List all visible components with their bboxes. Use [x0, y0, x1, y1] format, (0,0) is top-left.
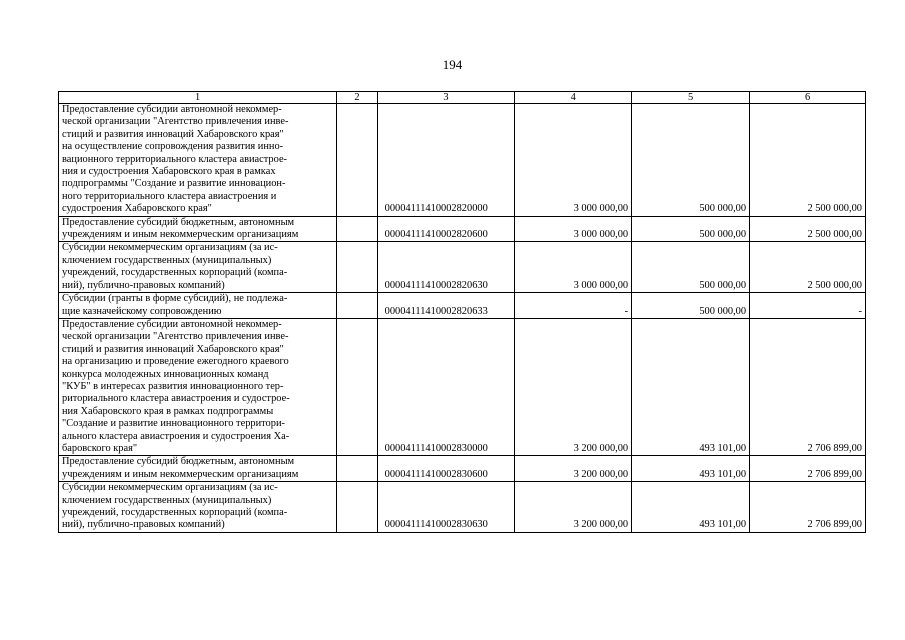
row-name-line: баровского края" — [62, 442, 138, 454]
row-name-line: ния и судостроения Хабаровского края в рамках — [62, 166, 276, 178]
row-name-cell — [59, 318, 337, 455]
row-col4-cell: - — [515, 293, 632, 319]
row-col2-cell — [337, 242, 377, 293]
row-code-cell: 00004111410002830000 — [377, 318, 515, 455]
row-col4-cell: 3 000 000,00 — [515, 216, 632, 242]
header-cell-6: 6 — [750, 92, 866, 104]
row-col5-cell: 500 000,00 — [632, 242, 750, 293]
row-name-line: Предоставление субсидий бюджетным, автономным — [62, 456, 295, 468]
row-name-line: ключением государственных (муниципальных) — [62, 254, 272, 266]
row-name-line: вационного территориального кластера авиастрое- — [62, 153, 288, 165]
row-name-line: учреждениям и иным некоммерческим организациям — [62, 229, 299, 241]
row-code-cell: 00004111410002820600 — [377, 216, 515, 242]
row-col4-cell: 3 200 000,00 — [515, 456, 632, 482]
row-name-line: ключением государственных (муниципальных) — [62, 494, 272, 506]
row-name-line: "Создание и развитие инновационного территори- — [62, 418, 285, 430]
table-row — [59, 216, 866, 242]
row-name-line: ного территориального кластера авиастроения и — [62, 190, 277, 202]
header-cell-1: 1 — [59, 92, 337, 104]
row-col2-cell — [337, 482, 377, 533]
table-row — [59, 104, 866, 217]
page-number: 194 — [442, 57, 463, 72]
row-col4-cell: 3 200 000,00 — [515, 318, 632, 455]
row-name-line: ний), публично-правовых компаний) — [62, 519, 225, 531]
row-col5-cell: 493 101,00 — [632, 456, 750, 482]
row-col4-cell: 3 000 000,00 — [515, 242, 632, 293]
row-col6-cell: 2 500 000,00 — [750, 216, 866, 242]
row-name-line: на организацию и проведение ежегодного краевого — [62, 356, 289, 368]
row-col2-cell — [337, 293, 377, 319]
row-col5-cell: 500 000,00 — [632, 104, 750, 217]
row-name-line: ния Хабаровского края в рамках подпрограммы — [62, 405, 274, 417]
row-name-cell — [59, 242, 337, 293]
row-name-line: "КУБ" в интересах развития инновационного тер- — [62, 380, 284, 392]
budget-table — [58, 91, 866, 533]
row-col6-cell: 2 500 000,00 — [750, 104, 866, 217]
row-name-cell — [59, 216, 337, 242]
row-col2-cell — [337, 216, 377, 242]
row-col5-cell: 493 101,00 — [632, 318, 750, 455]
row-name-line: учреждений, государственных корпораций (компа- — [62, 507, 288, 518]
table-row — [59, 482, 866, 533]
header-row — [59, 92, 866, 104]
row-name-line: стиций и развития инноваций Хабаровского края" — [62, 128, 284, 140]
table-row — [59, 293, 866, 319]
table-row — [59, 242, 866, 293]
row-code-cell: 00004111410002830630 — [377, 482, 515, 533]
row-code-cell: 00004111410002820633 — [377, 293, 515, 319]
table-row — [59, 318, 866, 455]
row-name-line: риториального кластера авиастроения и судострое- — [62, 393, 290, 405]
row-name-line: ческой организации "Агентство привлечения инве- — [62, 331, 289, 343]
row-name-line: учреждениям и иным некоммерческим организациям — [62, 468, 299, 480]
row-col5-cell: 500 000,00 — [632, 216, 750, 242]
row-name-line: конкурса молодежных инновационных команд — [62, 368, 269, 380]
row-name-line: Предоставление субсидии автономной некоммер- — [62, 104, 282, 115]
row-col2-cell — [337, 318, 377, 455]
row-col5-cell: 493 101,00 — [632, 482, 750, 533]
row-name-line: ческой организации "Агентство привлечения инве- — [62, 116, 289, 128]
header-cell-2: 2 — [337, 92, 377, 104]
row-name-line: стиций и развития инноваций Хабаровского края" — [62, 343, 284, 355]
table-row — [59, 456, 866, 482]
row-col6-cell: 2 706 899,00 — [750, 482, 866, 533]
row-name-cell — [59, 456, 337, 482]
row-name-cell — [59, 482, 337, 533]
row-name-line: Предоставление субсидии автономной некоммер- — [62, 318, 282, 330]
row-col6-cell: 2 706 899,00 — [750, 456, 866, 482]
row-name-line: судостроения Хабаровского края" — [62, 203, 212, 215]
row-name-line: учреждений, государственных корпораций (компа- — [62, 267, 288, 279]
row-col6-cell: 2 500 000,00 — [750, 242, 866, 293]
row-code-cell: 00004111410002820630 — [377, 242, 515, 293]
row-name-line: Предоставление субсидий бюджетным, автономным — [62, 216, 295, 228]
row-col4-cell: 3 200 000,00 — [515, 482, 632, 533]
row-name-cell — [59, 293, 337, 319]
row-col2-cell — [337, 456, 377, 482]
row-name-line: Субсидии некоммерческим организациям (за ис- — [62, 242, 278, 254]
row-code-cell: 00004111410002820000 — [377, 104, 515, 217]
row-name-line: Субсидии (гранты в форме субсидий), не подлежа- — [62, 293, 288, 305]
row-col6-cell: - — [750, 293, 866, 319]
row-col5-cell: 500 000,00 — [632, 293, 750, 319]
row-col2-cell — [337, 104, 377, 217]
row-code-cell: 00004111410002830600 — [377, 456, 515, 482]
row-name-line: подпрограммы "Создание и развитие инновацион- — [62, 178, 286, 190]
header-cell-4: 4 — [515, 92, 632, 104]
row-col4-cell: 3 000 000,00 — [515, 104, 632, 217]
row-name-line: ний), публично-правовых компаний) — [62, 279, 225, 291]
row-name-line: на осуществление сопровождения развития инно- — [62, 141, 284, 153]
header-cell-3: 3 — [377, 92, 515, 104]
row-name-line: ального кластера авиастроения и судостроения Ха- — [62, 430, 290, 442]
row-col6-cell: 2 706 899,00 — [750, 318, 866, 455]
row-name-line: Субсидии некоммерческим организациям (за ис- — [62, 482, 278, 494]
header-cell-5: 5 — [632, 92, 750, 104]
row-name-cell — [59, 104, 337, 217]
row-name-line: щие казначейскому сопровождению — [62, 305, 222, 317]
